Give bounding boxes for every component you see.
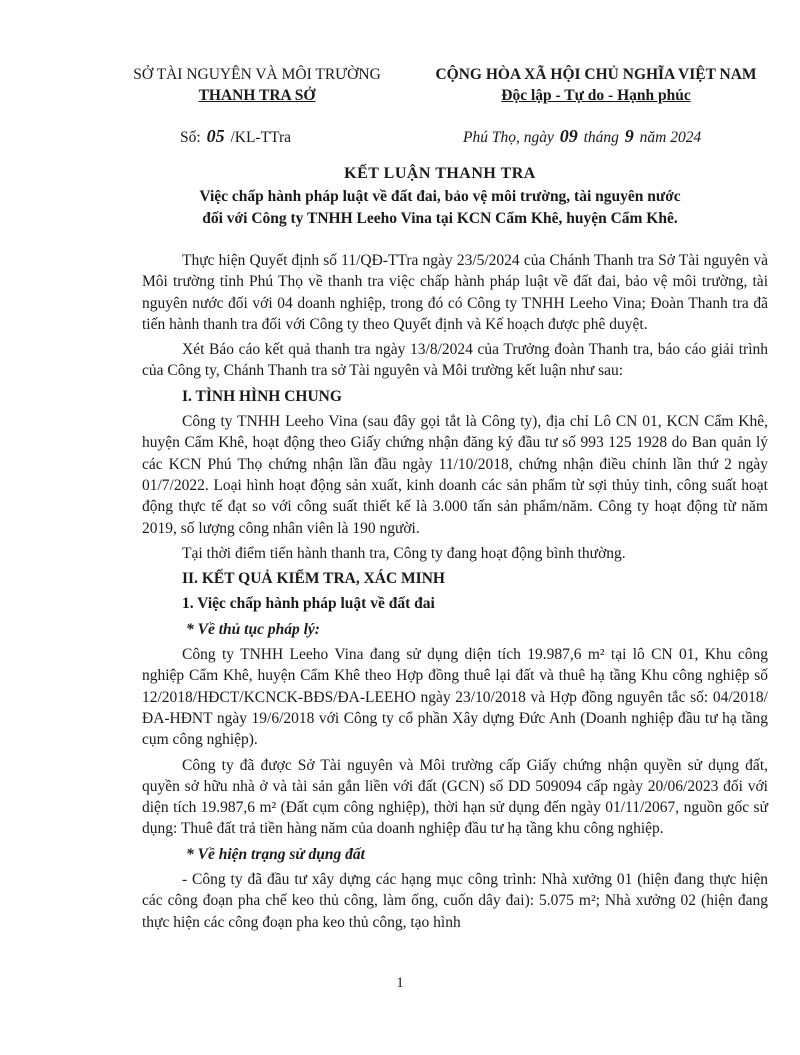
document-number xyxy=(180,126,291,147)
paragraph-company-info: Công ty TNHH Leeho Vina (sau đây gọi tắt là Công ty), địa chỉ Lô CN 01, KCN Cẩm Khê, huyện Cẩm Khê, hoạt động theo Giấy chứng nhận đăng ký đầu tư số 993 125 1928 do Ban quản lý các KCN Phú Thọ chứng nhận lần đầu ngày 11/10/2018, chứng nhận điều chỉnh lần thứ 2 ngày 01/7/2022. Loại hình hoạt động sản xuất, kinh doanh các sản phẩm từ sợi thủy tinh, công suất hoạt động thực tế đạt so với công suất thiết kế là 3.000 tấn sản phẩm/năm. Công ty hoạt động từ năm 2019, số lượng công nhân viên là 190 người. xyxy=(142,413,768,537)
document-body xyxy=(142,250,768,937)
issue-date xyxy=(463,126,701,147)
number-value: 05 xyxy=(206,126,225,146)
paragraph-intro: Thực hiện Quyết định số 11/QĐ-TTra ngày 23/5/2024 của Chánh Thanh tra Sở Tài nguyên và Môi trường tỉnh Phú Thọ về thanh tra việc chấp hành pháp luật về đất đai, bảo vệ môi trường, tài nguyên nước đối với 04 doanh nghiệp, trong đó có Công ty TNHH Leeho Vina; Đoàn Thanh tra đã tiến hành thanh tra đối với Công ty theo Quyết định và Kế hoạch được phê duyệt. xyxy=(142,252,768,333)
number-suffix: /KL-TTra xyxy=(230,129,291,146)
subtitle-line-2: đối với Công ty TNHH Leeho Vina tại KCN Cẩm Khê, huyện Cẩm Khê. xyxy=(202,210,678,227)
national-motto-block xyxy=(416,64,776,106)
agency-name: THANH TRA SỞ xyxy=(198,87,316,104)
section-heading-results: II. KẾT QUẢ KIỂM TRA, XÁC MINH xyxy=(182,570,445,588)
page-number: 1 xyxy=(396,975,404,991)
agency-parent: SỞ TÀI NGUYÊN VÀ MÔI TRƯỜNG xyxy=(133,66,381,83)
number-prefix: Số: xyxy=(180,129,201,146)
issuing-agency-block xyxy=(112,64,402,106)
paragraph-basis: Xét Báo cáo kết quả thanh tra ngày 13/8/2024 của Trưởng đoàn Thanh tra, báo cáo giải trình của Công ty, Chánh Thanh tra sở Tài nguyên và Môi trường kết luận như sau: xyxy=(142,341,768,380)
date-month: 9 xyxy=(624,126,634,146)
item-heading-land-use: * Về hiện trạng sử dụng đất xyxy=(186,845,365,863)
document-title: KẾT LUẬN THANH TRA xyxy=(344,165,536,182)
national-name: CỘNG HÒA XÃ HỘI CHỦ NGHĨA VIỆT NAM xyxy=(435,66,757,83)
national-motto: Độc lập - Tự do - Hạnh phúc xyxy=(501,87,691,104)
subsection-heading-land: 1. Việc chấp hành pháp luật về đất đai xyxy=(182,595,435,613)
date-month-label: tháng xyxy=(583,129,619,146)
section-heading-general: I. TÌNH HÌNH CHUNG xyxy=(182,387,342,405)
item-heading-legal: * Về thủ tục pháp lý: xyxy=(186,620,320,638)
date-day: 09 xyxy=(559,126,578,146)
document-subtitle xyxy=(100,186,780,230)
paragraph-status: Tại thời điểm tiến hành thanh tra, Công ty đang hoạt động bình thường. xyxy=(182,544,626,562)
date-place: Phú Thọ, ngày xyxy=(463,129,554,146)
paragraph-land-lease: Công ty TNHH Leeho Vina đang sử dụng diện tích 19.987,6 m² tại lô CN 01, Khu công nghiệp Cẩm Khê, huyện Cẩm Khê theo Hợp đồng thuê lại đất và thuê hạ tầng Khu công nghiệp số 12/2018/HĐCT/KCNCK-BĐS/ĐA-LEEHO ngày 23/10/2018 và Hợp đồng nguyên tắc số: 04/2018/ĐA-HĐNT ngày 19/6/2018 với Công ty cổ phần Xây dựng Đức Anh (Doanh nghiệp đầu tư hạ tầng cụm công nghiệp). xyxy=(142,646,768,749)
date-year: năm 2024 xyxy=(639,129,702,146)
subtitle-line-1: Việc chấp hành pháp luật về đất đai, bảo vệ môi trường, tài nguyên nước xyxy=(199,188,681,205)
paragraph-certificate: Công ty đã được Sở Tài nguyên và Môi trường cấp Giấy chứng nhận quyền sử dụng đất, quyền sở hữu nhà ở và tài sản gắn liền với đất (GCN) số DD 509094 cấp ngày 20/06/2023 đối với diện tích 19.987,6 m² (Đất cụm công nghiệp), thời hạn sử dụng đến ngày 01/11/2067, nguồn gốc sử dụng: Thuê đất trả tiền hàng năm của doanh nghiệp đầu tư hạ tầng khu công nghiệp. xyxy=(142,756,768,838)
paragraph-works: - Công ty đã đầu tư xây dựng các hạng mục công trình: Nhà xưởng 01 (hiện đang thực hiện các công đoạn pha chế keo thủ công, làm ống, cuốn dây đai): 5.075 m²; Nhà xưởng 02 (hiện đang thực hiện các công đoạn pha keo thủ công, tạo hình xyxy=(142,871,768,931)
